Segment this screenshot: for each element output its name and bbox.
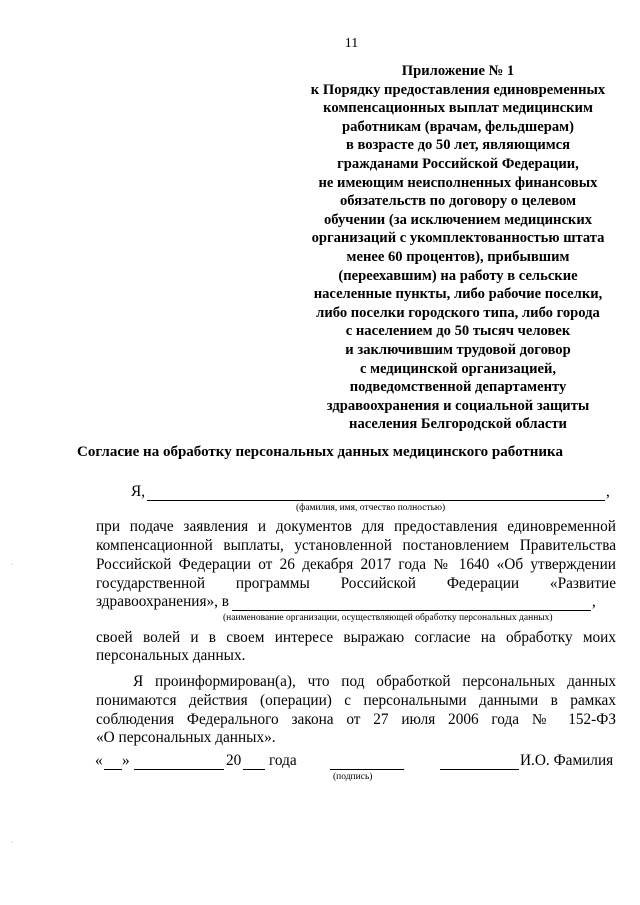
appendix-line: с медицинской организацией, (359, 360, 557, 377)
in-suffix: , (592, 593, 596, 610)
year-prefix: 20 (226, 752, 242, 769)
appendix-line: менее 60 процентов), прибывшим (346, 248, 570, 265)
organization-caption: (наименование организации, осуществляющей обработку персональных данных) (223, 613, 553, 623)
organization-field[interactable] (232, 610, 591, 611)
paragraph-line: персональных данных. (96, 647, 246, 664)
paragraph-line: здравоохранения», в (96, 593, 230, 610)
month-field[interactable] (134, 769, 224, 770)
appendix-line: (переехавшим) на работу в сельские (338, 267, 578, 284)
paragraph-line: компенсационной выплаты, установленной постановлением Правительства (96, 537, 616, 554)
appendix-line: с населением до 50 тысяч человек (345, 323, 571, 340)
paragraph-line: понимаются действия (операции) с персональными данными в рамках (96, 692, 616, 709)
paragraph-line: при подаче заявления и документов для предоставления единовременной (96, 518, 616, 535)
i-prefix: Я, (131, 483, 146, 500)
appendix-line: Приложение № 1 (401, 63, 515, 79)
paragraph-line: Российской Федерации от 26 декабря 2017 года № 1640 «Об утверждении (96, 556, 616, 573)
full-name-caption: (фамилия, имя, отчество полностью) (296, 503, 446, 513)
year-field[interactable] (243, 769, 265, 770)
date-quote-close: » (122, 752, 130, 769)
scan-mark: · (10, 560, 14, 571)
day-field[interactable] (104, 769, 122, 770)
scan-mark: · (10, 838, 14, 849)
appendix-line: в возрасте до 50 лет, являющимся (345, 137, 571, 154)
appendix-line: компенсационных выплат медицинским (323, 100, 593, 117)
appendix-line: подведомственной департаменту (349, 379, 567, 396)
name-label: И.О. Фамилия (520, 752, 614, 769)
paragraph-line: «О персональных данных». (96, 729, 276, 746)
appendix-line: не имеющим неисполненных финансовых (318, 174, 598, 191)
paragraph-line: своей волей и в своем интересе выражаю согласие на обработку моих (96, 629, 616, 646)
consent-title: Согласие на обработку персональных данных медицинского работника (77, 444, 563, 460)
paragraph-line: соблюдения Федерального закона от 27 июля 2006 года № 152-ФЗ (96, 711, 616, 728)
name-field[interactable] (440, 769, 519, 770)
paragraph-line: Я проинформирован(а), что под обработкой персональных данных (133, 673, 616, 690)
appendix-line: к Порядку предоставления единовременных (310, 81, 606, 98)
appendix-line: и заключившим трудовой договор (345, 341, 571, 358)
appendix-line: населенные пункты, либо рабочие поселки, (313, 286, 603, 303)
appendix-line: гражданами Российской Федерации, (337, 155, 579, 172)
appendix-line: работникам (врачам, фельдшерам) (342, 118, 574, 135)
appendix-line: обязательств по договору о целевом (339, 193, 577, 210)
date-quote-open: « (95, 752, 103, 769)
paragraph-line: государственной программы Российской Федерации «Развитие (96, 575, 616, 592)
full-name-field[interactable] (147, 500, 605, 501)
page-number: 11 (344, 36, 359, 51)
appendix-line: обучении (за исключением медицинских (323, 211, 593, 228)
signature-caption: (подпись) (333, 772, 373, 782)
appendix-line: организаций с укомплектованностью штата (311, 230, 605, 247)
appendix-line: здравоохранения и социальной защиты (326, 397, 590, 414)
appendix-line: либо поселки городского типа, либо города (316, 304, 600, 321)
i-suffix: , (606, 483, 610, 500)
year-suffix: года (269, 752, 297, 769)
signature-field[interactable] (330, 769, 404, 770)
appendix-header (293, 62, 623, 434)
appendix-line: населения Белгородской области (349, 416, 567, 433)
